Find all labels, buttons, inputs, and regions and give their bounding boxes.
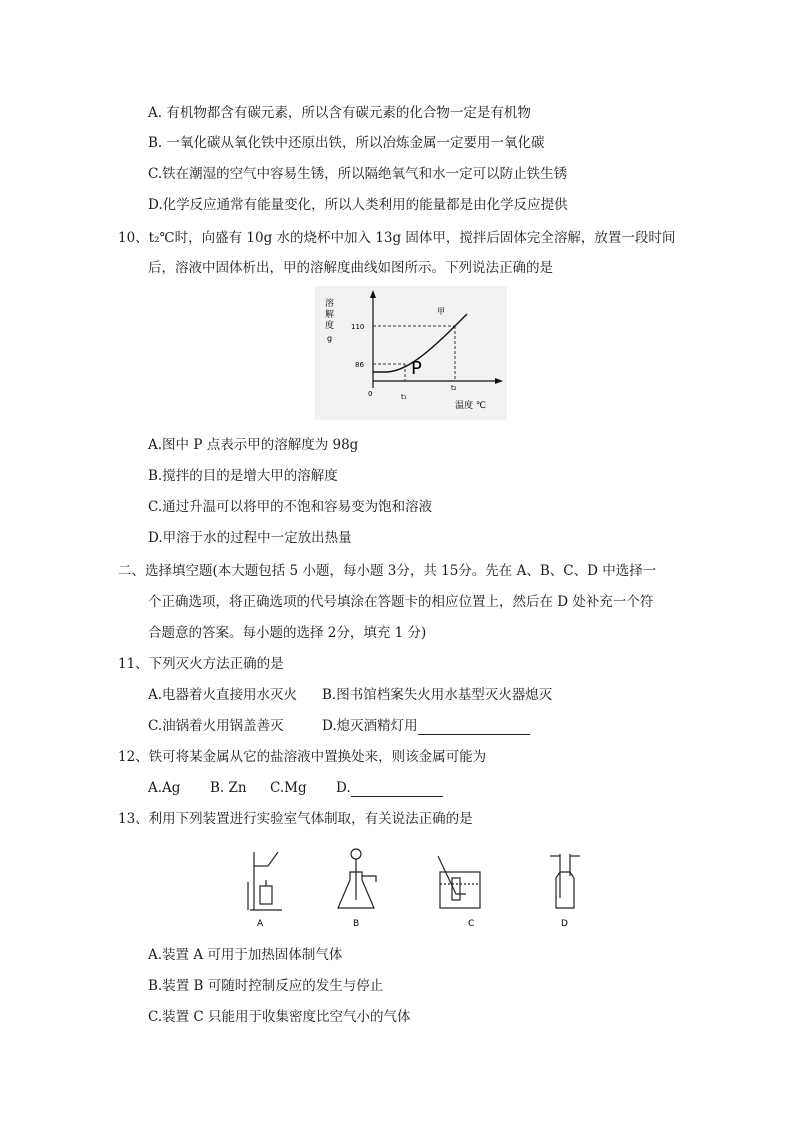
graph-ylabel-4: g: [327, 334, 333, 343]
q13-option-a: A.装置 A 可用于加热固体制气体: [148, 947, 343, 963]
q12-answer-blank[interactable]: [351, 782, 443, 797]
graph-ylabel-3: 度: [325, 321, 335, 331]
apparatus-a-label: A: [257, 919, 264, 929]
apparatus-b-label: B: [353, 919, 360, 929]
q10-option-c: C.通过升温可以将甲的不饱和容易变为饱和溶液: [148, 499, 433, 515]
q9-option-b: B. 一氧化碳从氧化铁中还原出铁，所以冶炼金属一定要用一氧化碳: [148, 135, 545, 151]
graph-xtick-t1: t₁: [401, 393, 407, 401]
q13-option-c: C.装置 C 只能用于收集密度比空气小的气体: [148, 1009, 411, 1025]
q10-stem-line2: 后，溶液中固体析出，甲的溶解度曲线如图所示。下列说法正确的是: [148, 260, 553, 276]
q9-option-d: D.化学反应通常有能量变化，所以人类利用的能量都是由化学反应提供: [148, 197, 568, 213]
q12-option-c: C.Mg: [270, 780, 307, 796]
q12-option-b: B. Zn: [210, 780, 247, 796]
q11-option-c: C.油锅着火用锅盖善灭: [148, 718, 284, 734]
graph-ytick-86: 86: [355, 361, 364, 369]
graph-curve-label: 甲: [437, 307, 445, 316]
apparatus-c-label: C: [468, 919, 475, 929]
q9-option-c: C.铁在潮湿的空气中容易生锈，所以隔绝氧气和水一定可以防止铁生锈: [148, 166, 568, 182]
q12-option-a: A.Ag: [148, 780, 181, 796]
q11-stem: 11、下列灭火方法正确的是: [118, 656, 284, 672]
section2-line2: 个正确选项，将正确选项的代号填涂在答题卡的相应位置上，然后在 D 处补充一个符: [148, 594, 654, 610]
q11-option-d-label: D.熄灭酒精灯用: [322, 718, 418, 734]
q10-option-d: D.甲溶于水的过程中一定放出热量: [148, 530, 352, 546]
graph-ylabel-1: 溶: [325, 299, 335, 309]
apparatus-b-icon: [338, 849, 376, 908]
apparatus-a-icon: [248, 852, 282, 910]
solubility-graph: [315, 286, 507, 420]
apparatus-d-label: D: [561, 919, 568, 929]
q11-answer-blank[interactable]: [418, 720, 530, 735]
q10-stem-line1: 10、t₂℃时，向盛有 10g 水的烧杯中加入 13g 固体甲，搅拌后固体完全溶解，放置一段时间: [118, 230, 676, 246]
graph-xtick-t2: t₂: [451, 384, 457, 392]
graph-ylabel-2: 解: [325, 310, 335, 320]
apparatus-figure: [238, 842, 588, 934]
apparatus-c-icon: [438, 856, 480, 908]
q12-option-d-label: D.: [336, 780, 351, 796]
graph-point-p: P: [411, 358, 422, 379]
q13-stem: 13、利用下列装置进行实验室气体制取，有关说法正确的是: [118, 811, 473, 827]
q12-stem: 12、铁可将某金属从它的盐溶液中置换处来，则该金属可能为: [118, 749, 487, 765]
q12-option-d: [336, 779, 443, 797]
graph-xlabel: 温度 ℃: [455, 401, 486, 411]
apparatus-d-icon: [550, 854, 580, 908]
section2-line3: 合题意的答案。每小题的选择 2分，填充 1 分): [148, 625, 427, 641]
q11-option-a: A.电器着火直接用水灭火: [148, 687, 298, 703]
section2-line1: 二、选择填空题(本大题包括 5 小题，每小题 3分，共 15分。先在 A、B、C、D 中选择一: [118, 563, 657, 579]
q9-option-a: A. 有机物都含有碳元素，所以含有碳元素的化合物一定是有机物: [148, 105, 531, 121]
graph-origin: 0: [368, 390, 373, 398]
q10-option-a: A.图中 P 点表示甲的溶解度为 98g: [148, 437, 359, 453]
q10-option-b: B.搅拌的目的是增大甲的溶解度: [148, 468, 338, 484]
q13-option-b: B.装置 B 可随时控制反应的发生与停止: [148, 978, 384, 994]
graph-ytick-110: 110: [351, 323, 365, 331]
q11-option-b: B.图书馆档案失火用水基型灭火器熄灭: [322, 687, 553, 703]
q11-option-d: [322, 717, 530, 735]
